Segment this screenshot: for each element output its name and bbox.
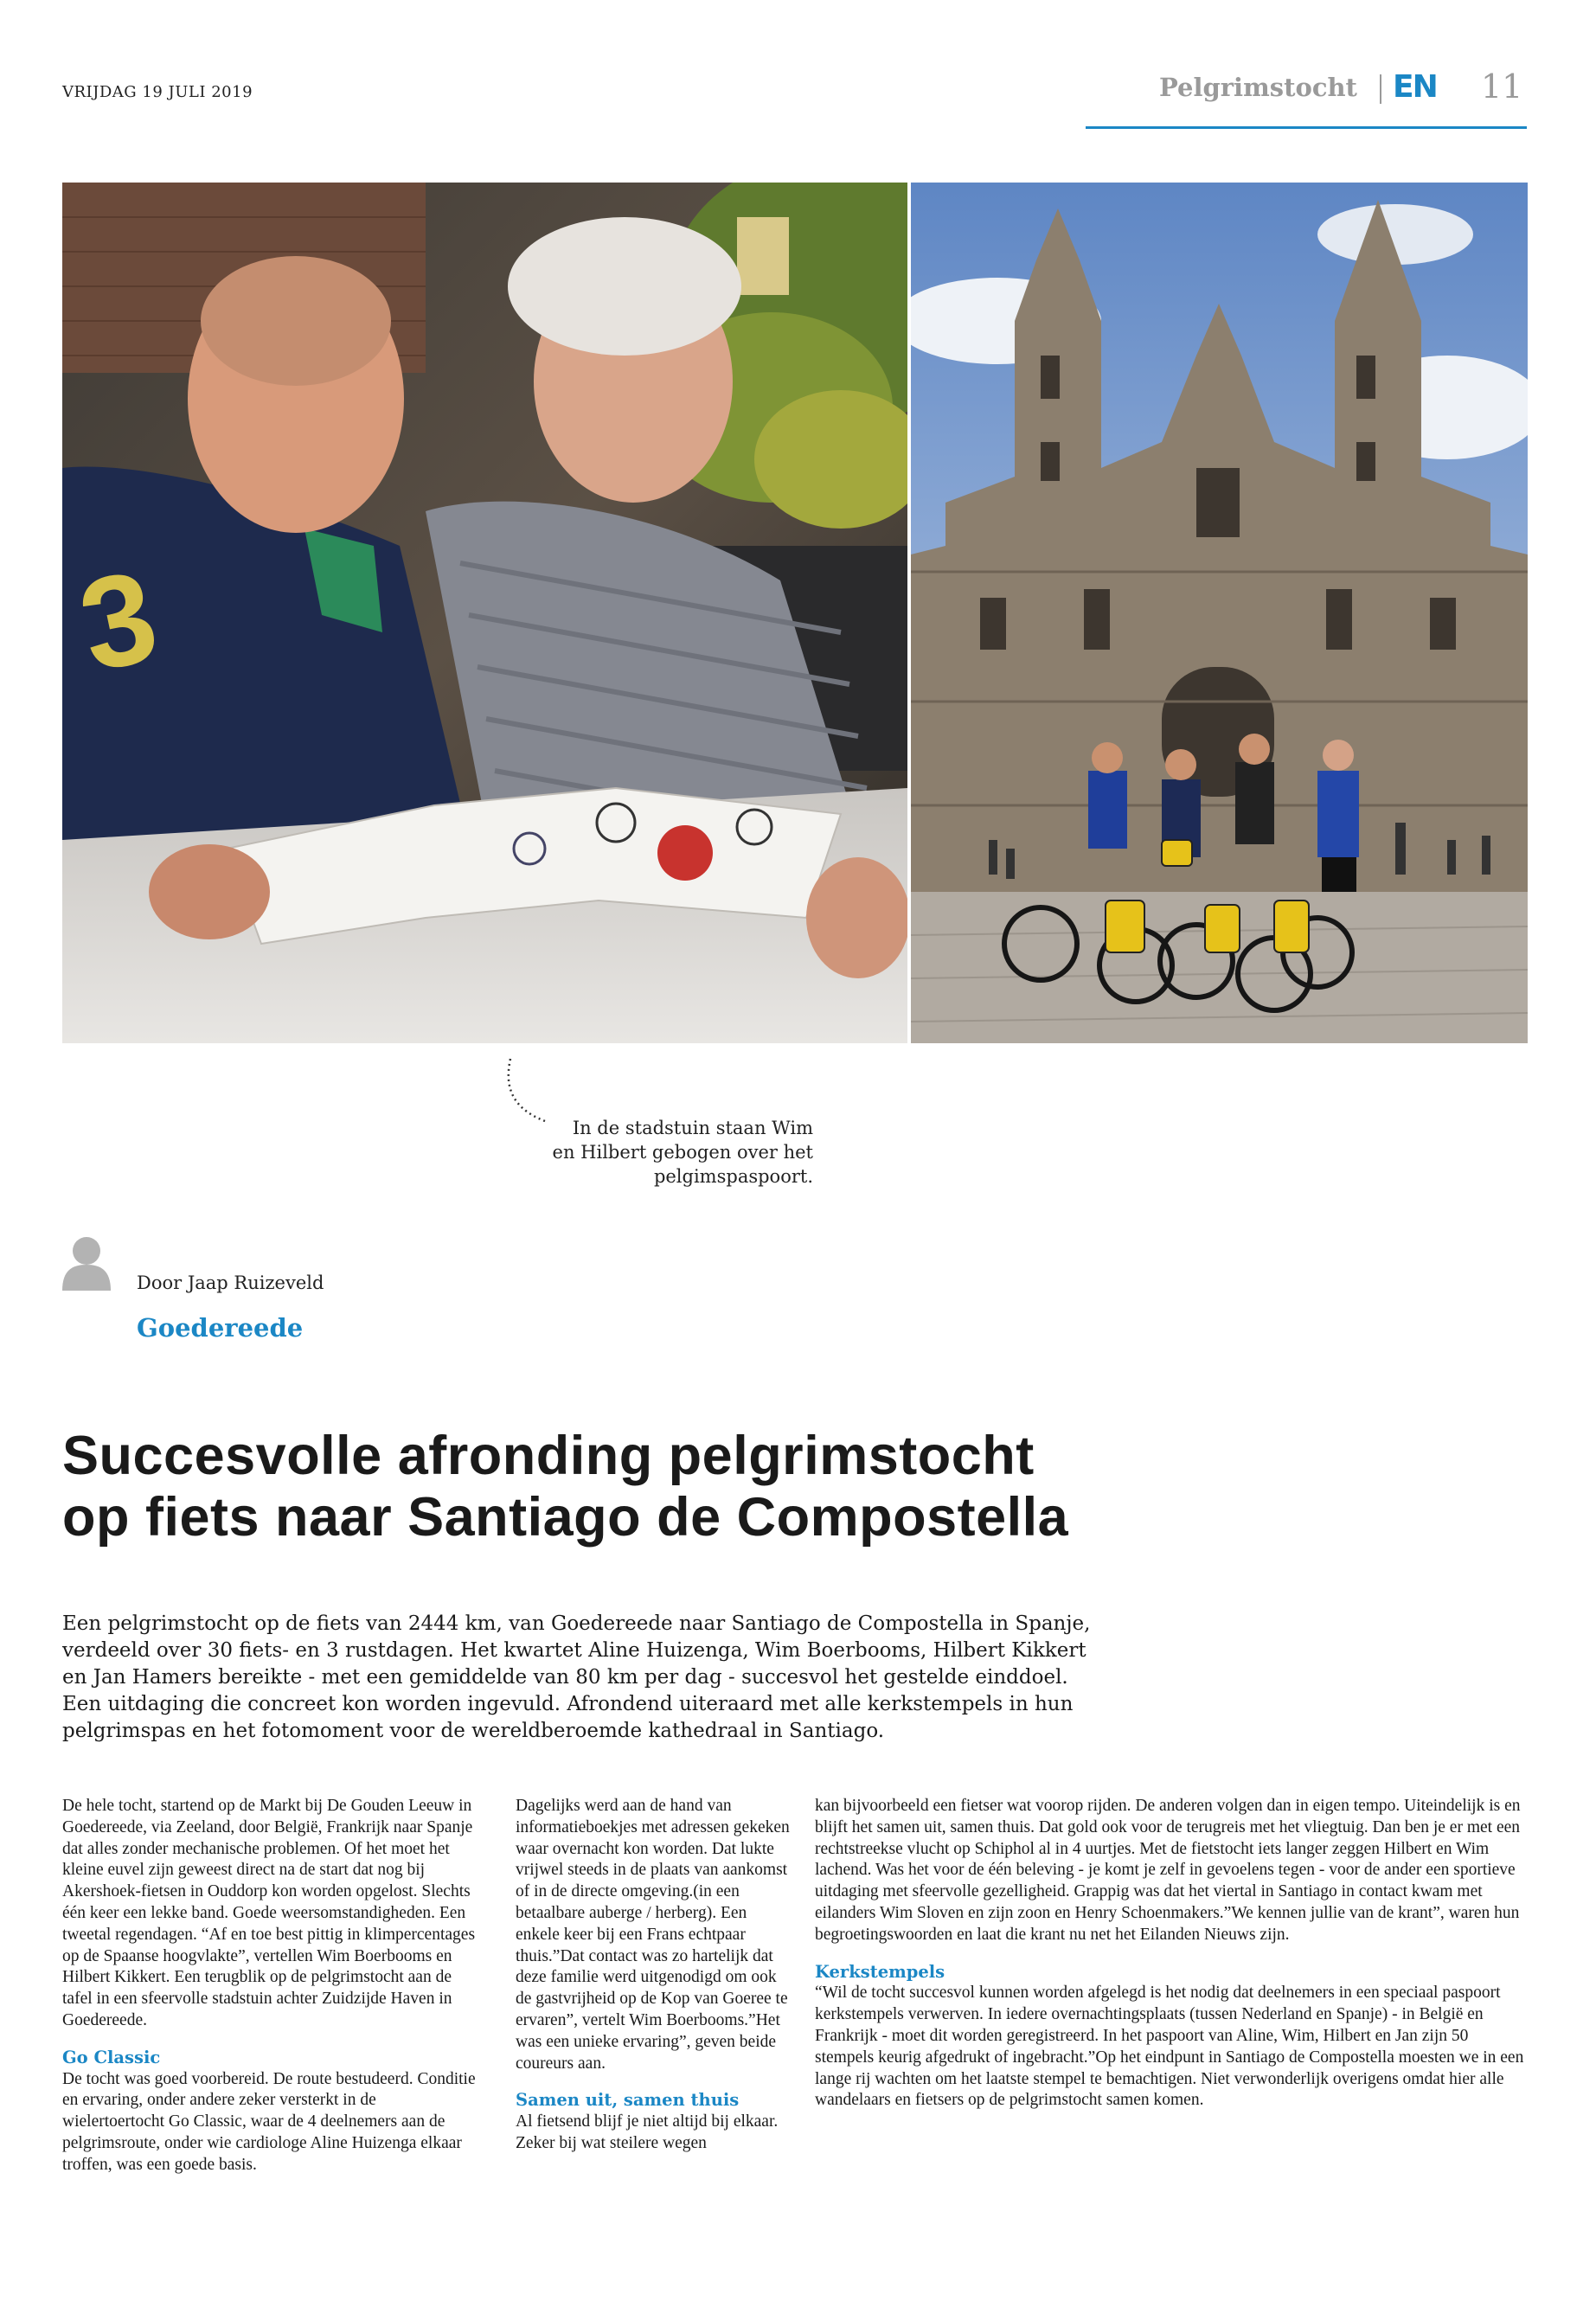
article-headline — [62, 1426, 1187, 1548]
caption-line: In de stadstuin staan Wim — [572, 1118, 813, 1138]
body-paragraph: De hele tocht, startend op de Markt bij De Gouden Leeuw in Goedereede, via Zeeland, door België, Frankrijk naar Spanje dat alles zonder mechanische problemen. Of het moet het kleine euvel zijn geweest direct na de start dat nog bij Akershoek-fietsen in Ouddorp kon worden opgelost. Slechts één keer een lekke band. Goede weersomstandigheden. Een tweetal regendagen. “Af en toe best pittig in klimpercentages op de Spaanse hoogvlakte”, vertellen Wim Boerbooms en Hilbert Kikkert. Een terugblik op de pelgrimstocht aan de tafel in een sfeervolle stadstuin achter Zuidzijde Haven in Goedereede. — [62, 1797, 476, 2029]
caption-line: en Hilbert gebogen over het — [552, 1142, 813, 1163]
header-rule — [1086, 126, 1527, 129]
page-number: 11 — [1481, 67, 1523, 106]
caption-line: pelgimspaspoort. — [653, 1166, 813, 1187]
subheading: Samen uit, samen thuis — [516, 2090, 740, 2111]
photo-men-with-passport — [62, 183, 907, 1043]
body-paragraph: kan bijvoorbeeld een fietser wat voorop rijden. De anderen volgen dan in eigen tempo. Uiteindelijk is en blijft het samen uit, samen thuis. Dat gold ook voor de terugreis met het vliegtuig. Dan ben je er met een rechtstreekse vlucht op Schiphol al in 4 uurtjes. Met de fietstocht iets langer zeggen Hilbert en Wim lachend. Was het voor de één beleving - je komt je zelf in gevoelens tegen - voor de ander een sportieve uitdaging met sfeervolle gezelligheid. Grappig was dat het viertal in Santiago in contact kwam met eilanders Wim Sloven en zijn zoon en Henry Schoenmakers.”We kennen jullie van de krant”, waren hun begroetingswoorden en laat die krant nu net het Eilanden Nieuws zijn. — [815, 1797, 1521, 1944]
svg-text:3: 3 — [67, 542, 170, 700]
newspaper-logo: EN — [1393, 69, 1437, 105]
subheading: Kerkstempels — [815, 1961, 945, 1982]
body-paragraph: Al fietsend blijf je niet altijd bij elkaar. Zeker bij wat steilere wegen — [516, 2112, 779, 2152]
body-paragraph: Dagelijks werd aan de hand van informatieboekjes met adressen gekeken waar overnacht kon worden. Dat lukte vrijwel steeds in de plaats van aankomst of in de directe omgeving.(in een betaalbare auberge / herberg). Een enkele keer bij een Frans echtpaar thuis.”Dat contact was zo hartelijk dat deze familie werd uitgenodigd om ook de gastvrijheid op de Kop van Goeree te ervaren”, vertelt Wim Boerbooms.”Het was een unieke ervaring”, geven beide coureurs aan. — [516, 1797, 790, 2073]
dateline-location: Goedereede — [137, 1313, 304, 1343]
publication-date: VRIJDAG 19 JULI 2019 — [62, 83, 253, 101]
section-title: Pelgrimstocht — [1159, 73, 1357, 102]
headline-line: op fiets naar Santiago de Compostella — [62, 1487, 1069, 1548]
body-column-3 — [815, 1796, 1528, 2112]
author-byline: Door Jaap Ruizeveld — [137, 1272, 324, 1293]
header-divider — [1380, 74, 1381, 104]
subheading: Go Classic — [62, 2047, 161, 2067]
lead-line: verdeeld over 30 fiets- en 3 rustdagen. Het kwartet Aline Huizenga, Wim Boerbooms, Hilbert Kikkert — [62, 1639, 1086, 1662]
body-paragraph: De tocht was goed voorbereid. De route bestudeerd. Conditie en ervaring, onder andere zeker versterkt in de wielertoertocht Go Classic, waar de 4 deelnemers aan de pelgrimsroute, onder wie cardiologe Aline Huizenga elkaar troffen, was een goede basis. — [62, 2069, 476, 2174]
lead-line: Een pelgrimstocht op de fiets van 2444 km, van Goedereede naar Santiago de Compostella in Spanje, — [62, 1612, 1091, 1635]
photo-cyclists-at-cathedral — [911, 183, 1528, 1043]
body-paragraph: “Wil de tocht succesvol kunnen worden afgelegd is het nodig dat deelnemers in een speciaal paspoort kerkstempels verwerven. In iedere overnachtingsplaats (tussen Nederland en Spanje) - in België en Frankrijk - moet dit worden geregistreerd. In het paspoort van Aline, Wim, Hilbert en Jan zijn 50 stempels keurig afgedrukt of ingebracht.”Op het eindpunt in Santiago de Compostella moesten we in een lange rij wachten om het laatste stempel te bemachtigen. Niet verwonderlijk overigens omdat hier alle wandelaars en fietsers op de pelgrimstocht samen komen. — [815, 1984, 1524, 2110]
article-lead — [62, 1611, 1161, 1745]
lead-line: Een uitdaging die concreet kon worden ingevuld. Afrondend uiteraard met alle kerkstempels in hun — [62, 1693, 1074, 1715]
body-column-1 — [62, 1796, 478, 2176]
lead-line: en Jan Hamers bereikte - met een gemiddelde van 80 km per dag - succesvol het gestelde einddoel. — [62, 1666, 1068, 1689]
headline-line: Succesvolle afronding pelgrimstocht — [62, 1426, 1035, 1486]
person-icon — [62, 1235, 111, 1291]
photo-caption — [519, 1116, 813, 1189]
lead-line: pelgrimspas en het fotomoment voor de wereldberoemde kathedraal in Santiago. — [62, 1720, 885, 1742]
body-column-2 — [516, 1796, 792, 2155]
